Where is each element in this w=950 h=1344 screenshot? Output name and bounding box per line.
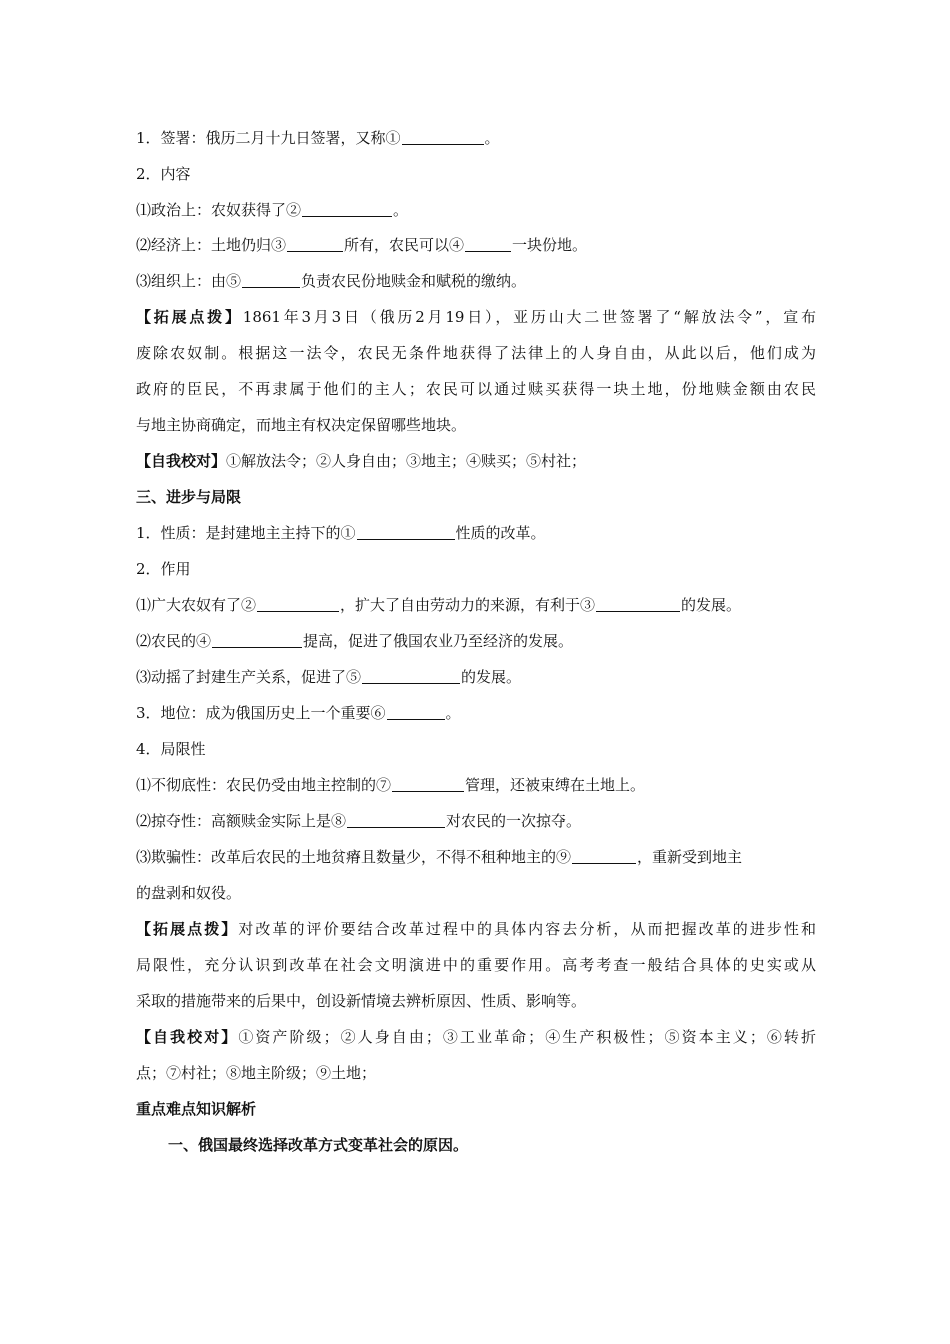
blank-3-6[interactable] bbox=[387, 704, 445, 720]
expand-tag: 【拓展点拨】 bbox=[136, 308, 243, 326]
section-3-title: 三、进步与局限 bbox=[136, 488, 242, 506]
expand-note-1-line4: 与地主协商确定，而地主有权决定保留哪些地块。 bbox=[136, 416, 467, 434]
blank-3-4[interactable] bbox=[212, 632, 302, 648]
item-content-heading: 2．内容 bbox=[136, 165, 191, 183]
blank-4[interactable] bbox=[465, 236, 511, 252]
self-check-2-line2: 点；⑦村社；⑧地主阶级；⑨土地； bbox=[136, 1064, 377, 1082]
blank-3-8[interactable] bbox=[347, 812, 445, 828]
blank-1[interactable] bbox=[402, 129, 484, 145]
item-limit-1: ⑴不彻底性：农民仍受由地主控制的⑦ 管理，还被束缚在土地上。 bbox=[136, 776, 646, 794]
blank-5[interactable] bbox=[242, 272, 300, 288]
expand-note-2-line2: 局限性，充分认识到改革在社会文明演进中的重要作用。高考考查一般结合具体的史实或从 bbox=[136, 956, 816, 974]
check-tag: 【自我校对】 bbox=[136, 452, 227, 470]
expand-note-2: 【拓展点拨】对改革的评价要结合改革过程中的具体内容去分析，从而把握改革的进步性和 bbox=[136, 920, 816, 938]
item-status: 3．地位：成为俄国历史上一个重要⑥ 。 bbox=[136, 704, 461, 722]
expand-tag: 【拓展点拨】 bbox=[136, 920, 239, 938]
key-points-title: 重点难点知识解析 bbox=[136, 1100, 257, 1118]
item-limit-3: ⑶欺骗性：改革后农民的土地贫瘠且数量少，不得不租种地主的⑨ ，重新受到地主 bbox=[136, 848, 743, 866]
expand-note-1: 【拓展点拨】1861年3月3日（俄历2月19日），亚历山大二世签署了“解放法令”，宣布 bbox=[136, 308, 816, 326]
key-points-subtitle: 一、俄国最终选择改革方式变革社会的原因。 bbox=[168, 1136, 469, 1154]
item-limit-2: ⑵掠夺性：高额赎金实际上是⑧ 对农民的一次掠夺。 bbox=[136, 812, 582, 830]
item-effect-heading: 2．作用 bbox=[136, 560, 191, 578]
blank-3-2[interactable] bbox=[257, 596, 339, 612]
item-effect-2: ⑵农民的④ 提高，促进了俄国农业乃至经济的发展。 bbox=[136, 632, 574, 650]
blank-3-1[interactable] bbox=[357, 524, 455, 540]
item-limit-3-line2: 的盘剥和奴役。 bbox=[136, 884, 242, 902]
blank-3-3[interactable] bbox=[596, 596, 680, 612]
self-check-1: 【自我校对】①解放法令；②人身自由；③地主；④赎买；⑤村社； bbox=[136, 452, 587, 470]
expand-note-2-line3: 采取的措施带来的后果中，创设新情境去辨析原因、性质、影响等。 bbox=[136, 992, 587, 1010]
item-effect-1: ⑴广大农奴有了② ，扩大了自由劳动力的来源，有利于③ 的发展。 bbox=[136, 596, 742, 614]
item-economic: ⑵经济上：土地仍归③ 所有，农民可以④ 一块份地。 bbox=[136, 236, 588, 254]
blank-3[interactable] bbox=[287, 236, 343, 252]
item-political: ⑴政治上：农奴获得了② 。 bbox=[136, 201, 409, 219]
blank-3-7[interactable] bbox=[392, 776, 464, 792]
item-limits-heading: 4．局限性 bbox=[136, 740, 206, 758]
expand-note-1-line2: 废除农奴制。根据这一法令，农民无条件地获得了法律上的人身自由，从此以后，他们成为 bbox=[136, 344, 816, 362]
item-effect-3: ⑶动摇了封建生产关系，促进了⑤ 的发展。 bbox=[136, 668, 522, 686]
expand-note-1-line3: 政府的臣民，不再隶属于他们的主人；农民可以通过赎买获得一块土地，份地赎金额由农民 bbox=[136, 380, 816, 398]
blank-3-5[interactable] bbox=[362, 668, 460, 684]
item-nature: 1．性质：是封建地主主持下的① 性质的改革。 bbox=[136, 524, 546, 542]
blank-2[interactable] bbox=[302, 201, 392, 217]
item-signing: 1．签署：俄历二月十九日签署，又称① 。 bbox=[136, 129, 500, 147]
self-check-2: 【自我校对】①资产阶级；②人身自由；③工业革命；④生产积极性；⑤资本主义；⑥转折 bbox=[136, 1028, 816, 1046]
item-organization: ⑶组织上：由⑤ 负责农民份地赎金和赋税的缴纳。 bbox=[136, 272, 527, 290]
check-tag: 【自我校对】 bbox=[136, 1028, 239, 1046]
blank-3-9[interactable] bbox=[572, 848, 636, 864]
